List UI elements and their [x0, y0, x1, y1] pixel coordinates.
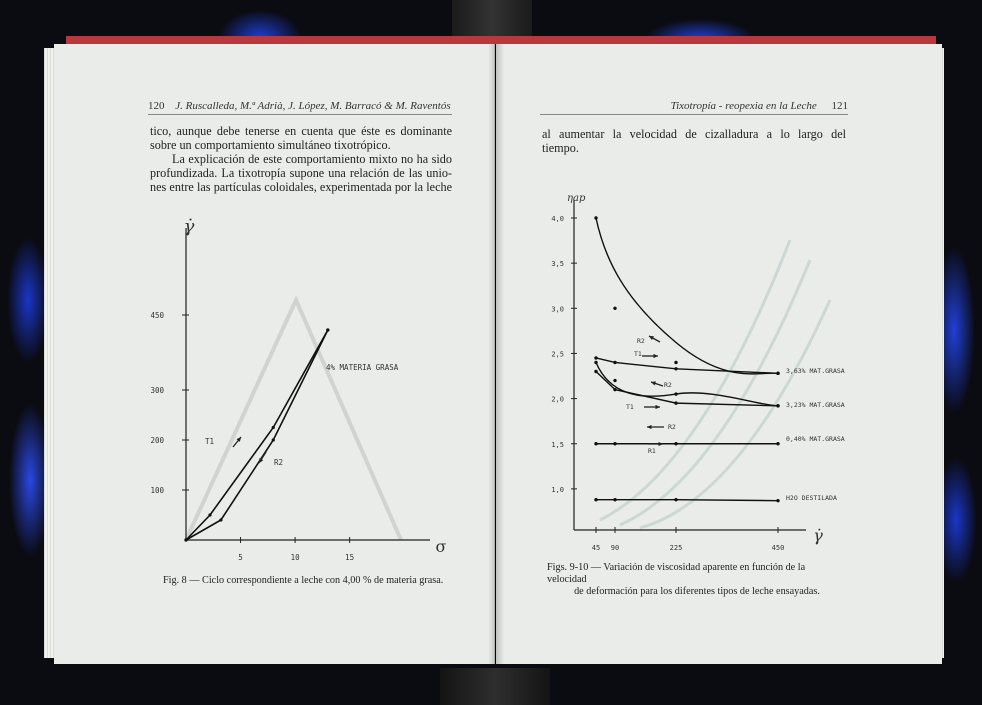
y-tick-label: 200	[150, 436, 164, 445]
y-tick-label: 450	[150, 311, 164, 320]
fig9-10-series	[594, 216, 779, 502]
series-point	[613, 307, 616, 310]
series-point	[674, 401, 677, 404]
y-axis-label: γ̇	[183, 216, 195, 237]
left-p2-line-1: La explicación de este comportamiento mixto no ha sido	[172, 152, 452, 166]
fat-content-annotation: 4% MATERIA GRASA	[326, 363, 399, 372]
y-tick-label: 2,5	[551, 350, 564, 359]
fig9-10-caption-line-1: Figs. 9-10 — Variación de viscosidad aparente en función de la velocidad	[547, 562, 806, 585]
series-point	[594, 361, 597, 364]
x-tick-label: 90	[610, 544, 620, 552]
series-point	[776, 372, 779, 375]
arrow-r2-c-head	[647, 425, 652, 429]
series-point	[594, 498, 597, 501]
y-axis-label: ηap	[567, 193, 586, 204]
series-point	[674, 442, 677, 445]
series-point	[594, 216, 597, 219]
series-point	[674, 498, 677, 501]
series-point	[594, 370, 597, 373]
series-line	[596, 218, 778, 374]
arrow-label-r1-c: R1	[648, 447, 656, 455]
fig9-10-bleedthrough	[600, 240, 830, 528]
series-point	[674, 361, 677, 364]
right-running-title: Tixotropía - reopexia en la Leche	[670, 100, 817, 112]
arrow-label-r2: R2	[274, 458, 284, 467]
series-point	[776, 404, 779, 407]
curve-label-363: 3,63% MAT.GRASA	[786, 367, 845, 375]
left-p1-line-2: sobre un comportamiento simultáneo tixotrópico.	[150, 138, 391, 153]
series-line	[596, 358, 778, 373]
x-tick-label: 5	[238, 553, 243, 562]
right-page-number: 121	[831, 100, 848, 112]
x-axis-label: γ̇	[813, 526, 823, 545]
series-point	[674, 392, 677, 395]
arrow-label-t1-a: T1	[634, 350, 642, 358]
left-p2-line-3: nes entre las partículas coloidales, experimentada por la leche	[150, 180, 452, 195]
left-p2-line-2: profundizada. La tixotropía supone una relación de las unio-	[150, 166, 452, 181]
right-p1-line-1: al aumentar la velocidad de cizalladura a lo largo del	[542, 127, 846, 141]
series-point	[776, 499, 779, 502]
y-tick-label: 1,0	[551, 485, 564, 494]
arrow-r2-b-head	[651, 381, 656, 385]
arrow-label-t1: T1	[205, 437, 215, 446]
fig8-caption: Fig. 8 — Ciclo correspondiente a leche con 4,00 % de materia grasa.	[163, 575, 444, 586]
series-line	[596, 500, 778, 501]
x-tick-label: 225	[669, 544, 683, 552]
arrow-r1-c-head	[658, 442, 663, 446]
series-point	[613, 361, 616, 364]
arrow-label-t1-b: T1	[626, 403, 634, 411]
x-tick-label: 15	[345, 553, 355, 562]
y-tick-label: 3,5	[551, 260, 564, 269]
arrow-label-r2-c: R2	[668, 423, 676, 431]
x-tick-label: 10	[290, 553, 300, 562]
series-point	[613, 442, 616, 445]
curve-label-040: 0,40% MAT.GRASA	[786, 435, 845, 443]
left-running-title: J. Ruscalleda, M.ª Adrià, J. López, M. Barracó & M. Raventós	[175, 100, 451, 112]
series-point	[594, 356, 597, 359]
curve-label-323: 3,23% MAT.GRASA	[786, 401, 845, 409]
x-tick-label: 45	[591, 544, 601, 552]
arrow-t1-a-head	[653, 354, 658, 358]
series-point	[776, 442, 779, 445]
x-tick-label: 450	[771, 544, 785, 552]
series-point	[674, 367, 677, 370]
left-p1-line-1: tico, aunque debe tenerse en cuenta que éste es dominante	[150, 124, 452, 138]
x-axis-label: σ	[435, 537, 447, 556]
series-point	[613, 379, 616, 382]
curve-label-h2o: H2O DESTILADA	[786, 494, 837, 502]
y-tick-label: 1,5	[551, 440, 564, 449]
fig9-10-caption-line-2: de deformación para los diferentes tipos de leche ensayadas.	[574, 586, 820, 597]
y-tick-label: 4,0	[551, 215, 564, 223]
arrow-label-r2-b: R2	[664, 381, 672, 389]
fig9-10-caption	[547, 562, 847, 598]
y-tick-label: 3,0	[551, 305, 564, 314]
y-tick-label: 100	[150, 486, 164, 495]
right-p1-line-2: tiempo.	[542, 141, 579, 156]
arrow-t1-b-head	[655, 405, 660, 409]
y-tick-label: 300	[150, 386, 164, 395]
fig9-10-axes	[571, 200, 806, 533]
bleed-curve	[600, 240, 790, 520]
series-point	[613, 498, 616, 501]
y-tick-label: 2,0	[551, 395, 564, 404]
arrow-label-r2-a: R2	[637, 337, 645, 345]
series-point	[594, 442, 597, 445]
left-page-number: 120	[148, 100, 165, 112]
series-point	[613, 388, 616, 391]
